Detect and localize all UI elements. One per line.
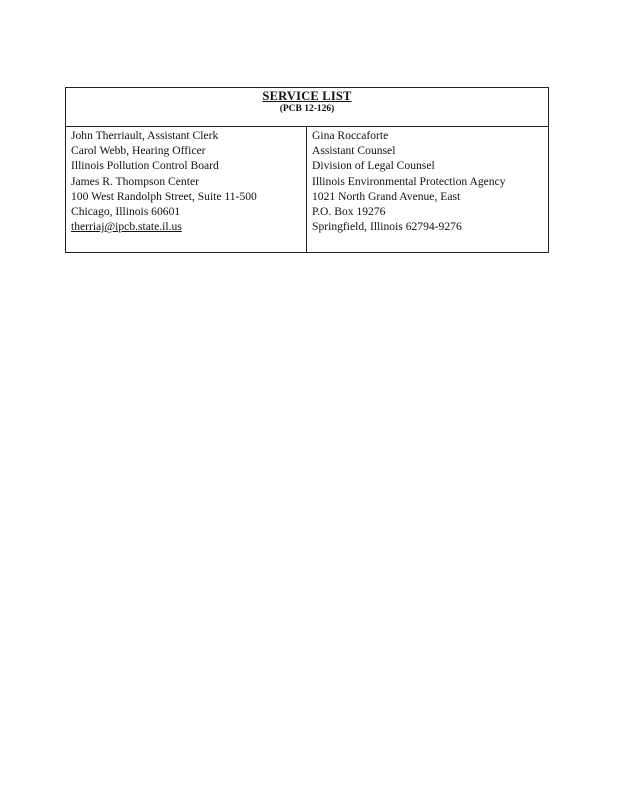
service-list-table (65, 87, 549, 253)
left-party-name: John Therriault, Assistant Clerk (71, 129, 219, 142)
right-party-po-box: P.O. Box 19276 (312, 205, 386, 219)
left-party-email-link[interactable]: therriaj@ipcb.state.il.us (71, 220, 182, 234)
service-list-title: SERVICE LIST (262, 89, 352, 103)
right-party-organization: Illinois Environmental Protection Agency (312, 174, 506, 188)
left-party-second-name: Carol Webb, Hearing Officer (71, 144, 206, 158)
service-list-body (66, 127, 548, 253)
left-party-street: 100 West Randolph Street, Suite 11-500 (71, 189, 257, 203)
right-party-division: Division of Legal Counsel (312, 159, 435, 173)
left-party-address (66, 127, 307, 253)
left-party-organization: Illinois Pollution Control Board (71, 159, 219, 173)
case-number: (PCB 12-126) (279, 104, 335, 114)
right-party-street: 1021 North Grand Avenue, East (312, 189, 461, 203)
right-party-city: Springfield, Illinois 62794-9276 (312, 220, 462, 234)
right-party-name: Gina Roccaforte (312, 129, 389, 142)
service-list-header (66, 88, 548, 127)
right-party-title: Assistant Counsel (312, 144, 396, 158)
left-party-building: James R. Thompson Center (71, 174, 199, 188)
left-party-city: Chicago, Illinois 60601 (71, 205, 181, 219)
right-party-address (307, 127, 548, 253)
